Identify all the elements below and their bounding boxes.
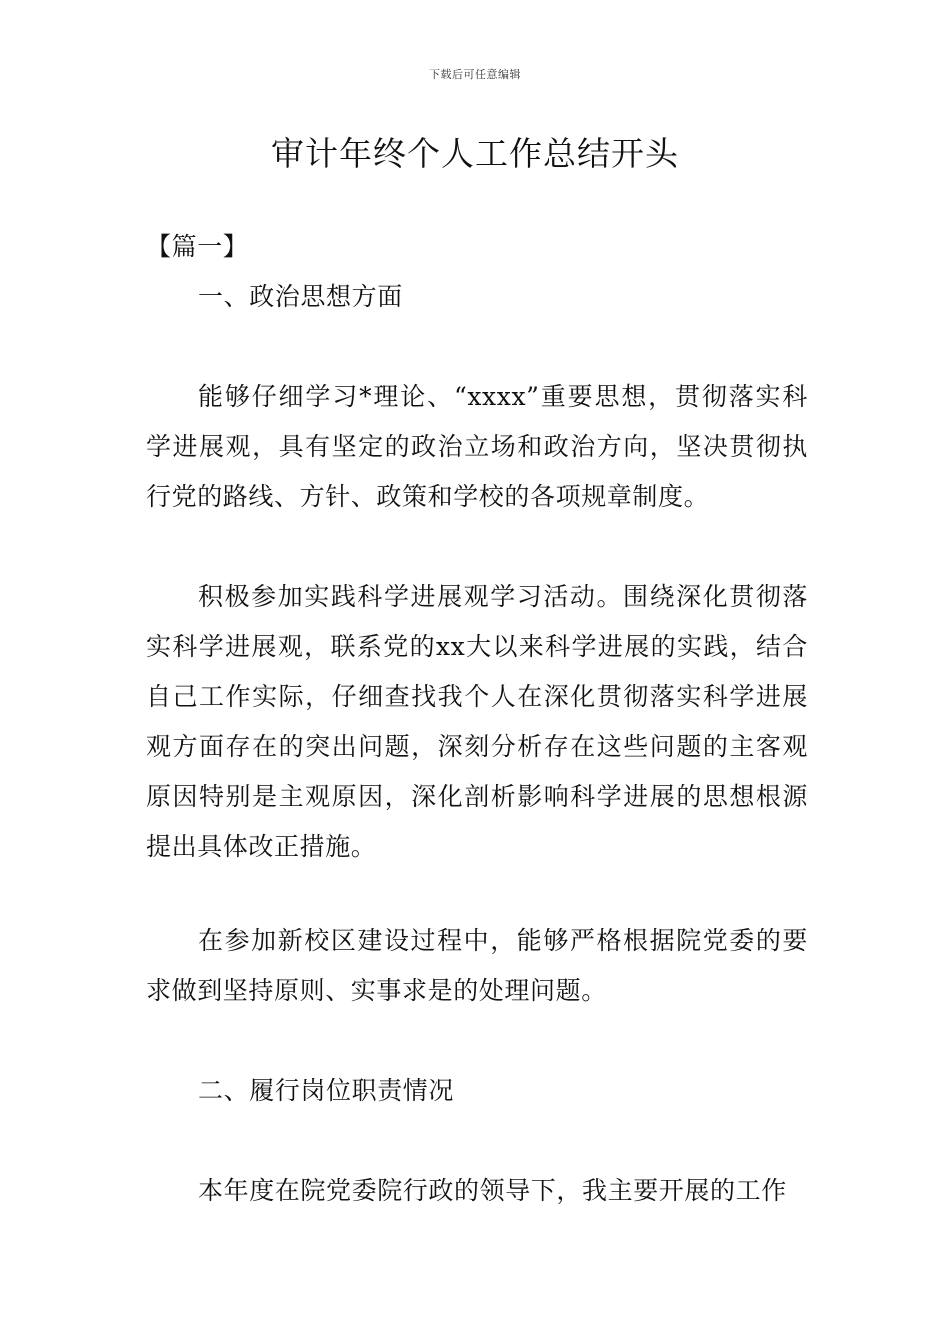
section-tag: 【篇一】 (146, 232, 249, 261)
paragraph-annual-work: 本年度在院党委院行政的领导下，我主要开展的工作 (198, 1176, 787, 1205)
paragraph-study-theory: 能够仔细学习*理论、“xxxx”重要思想，贯彻落实科学进展观，具有坚定的政治立场和政治方向，坚决贯彻执行党的路线、方针、政策和学校的各项规章制度。 (146, 382, 808, 511)
section-heading-duties: 二、履行岗位职责情况 (198, 1076, 455, 1105)
paragraph-new-campus: 在参加新校区建设过程中，能够严格根据院党委的要求做到坚持原则、实事求是的处理问题。 (146, 926, 808, 1005)
paragraph-practice-activity: 积极参加实践科学进展观学习活动。围绕深化贯彻落实科学进展观，联系党的xx大以来科学进展的实践，结合自己工作实际，仔细查找我个人在深化贯彻落实科学进展观方面存在的突出问题，深刻分析存在这些问题的主客观原因特别是主观原因，深化剖析影响科学进展的思想根源提出具体改正措施。 (146, 582, 808, 861)
section-heading-politics: 一、政治思想方面 (198, 282, 403, 311)
document-title: 审计年终个人工作总结开头 (271, 134, 679, 173)
header-note: 下载后可任意编辑 (429, 68, 521, 81)
